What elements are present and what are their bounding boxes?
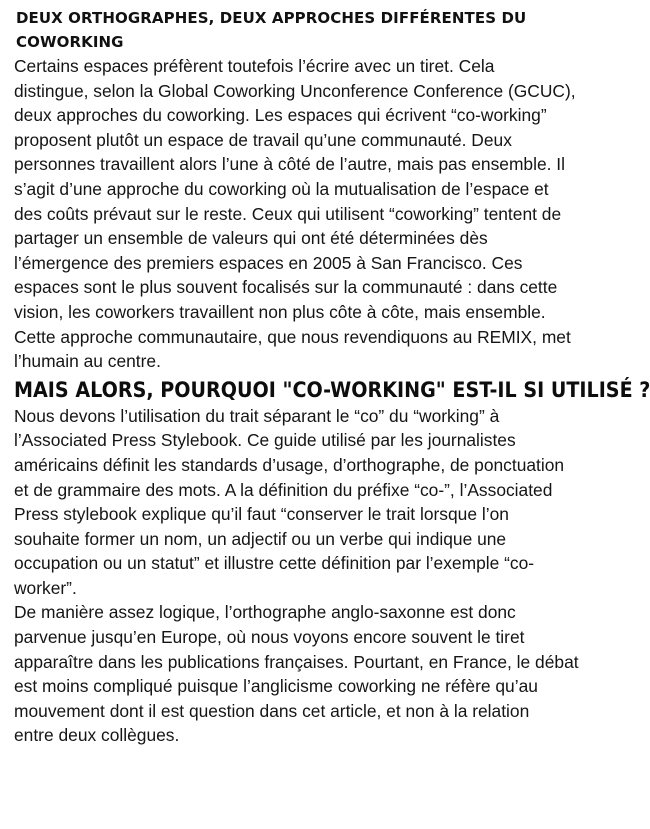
text-line: apparaître dans les publications françaises. Pourtant, en France, le débat	[14, 651, 579, 672]
paragraph-france-usage	[14, 600, 640, 748]
text-line: parvenue jusqu’en Europe, où nous voyons encore souvent le tiret	[14, 627, 525, 648]
text-line: l’humain au centre.	[14, 351, 161, 372]
text-line: Cette approche communautaire, que nous revendiquons au REMIX, met	[14, 326, 571, 347]
text-line: l’émergence des premiers espaces en 2005 à San Francisco. Ces	[14, 252, 523, 273]
section-heading-why-co-working: MAIS ALORS, POURQUOI "CO-WORKING" EST-IL SI UTILISÉ ?	[14, 377, 650, 402]
text-line: souhaite former un nom, un adjectif ou un verbe qui indique une	[14, 528, 507, 549]
text-line: s’agit d’une approche du coworking où la mutualisation de l’espace et	[14, 178, 549, 199]
text-line: partager un ensemble de valeurs qui ont été déterminées dès	[14, 228, 488, 249]
text-line: De manière assez logique, l’orthographe anglo-saxonne est donc	[14, 602, 516, 623]
text-line: américains définit les standards d’usage, d’orthographe, de ponctuation	[14, 454, 565, 475]
text-line: vision, les coworkers travaillent non plus côte à côte, mais ensemble.	[14, 301, 546, 322]
heading-line: COWORKING	[16, 33, 124, 51]
text-line: est moins compliqué puisque l’anglicisme coworking ne réfère qu’au	[14, 676, 538, 697]
text-line: Press stylebook explique qu’il faut “conserver le trait lorsque l’on	[14, 504, 509, 525]
text-line: distingue, selon la Global Coworking Unconference Conference (GCUC),	[14, 80, 576, 101]
section-heading-spellings	[14, 6, 640, 54]
paragraph-spellings	[14, 54, 640, 374]
text-line: et de grammaire des mots. A la définition du préfixe “co-”, l’Associated	[14, 479, 553, 500]
text-line: personnes travaillent alors l’une à côté de l’autre, mais pas ensemble. Il	[14, 154, 565, 175]
text-line: Nous devons l’utilisation du trait séparant le “co” du “working” à	[14, 405, 500, 426]
article	[14, 6, 650, 748]
text-line: Certains espaces préfèrent toutefois l’écrire avec un tiret. Cela	[14, 56, 495, 76]
text-line: des coûts prévaut sur le reste. Ceux qui utilisent “coworking” tentent de	[14, 203, 562, 224]
text-line: deux approches du coworking. Les espaces qui écrivent “co-working”	[14, 105, 547, 126]
paragraph-associated-press	[14, 404, 640, 601]
text-line: occupation ou un statut” et illustre cette définition par l’exemple “co-	[14, 553, 535, 574]
text-line: mouvement dont il est question dans cet article, et non à la relation	[14, 700, 530, 721]
text-line: entre deux collègues.	[14, 725, 180, 746]
text-line: worker”.	[14, 577, 77, 598]
text-line: espaces sont le plus souvent focalisés sur la communauté : dans cette	[14, 277, 558, 298]
heading-line: DEUX ORTHOGRAPHES, DEUX APPROCHES DIFFÉRENTES DU	[16, 9, 527, 27]
text-line: l’Associated Press Stylebook. Ce guide utilisé par les journalistes	[14, 430, 516, 451]
text-line: proposent plutôt un espace de travail qu’une communauté. Deux	[14, 129, 512, 150]
